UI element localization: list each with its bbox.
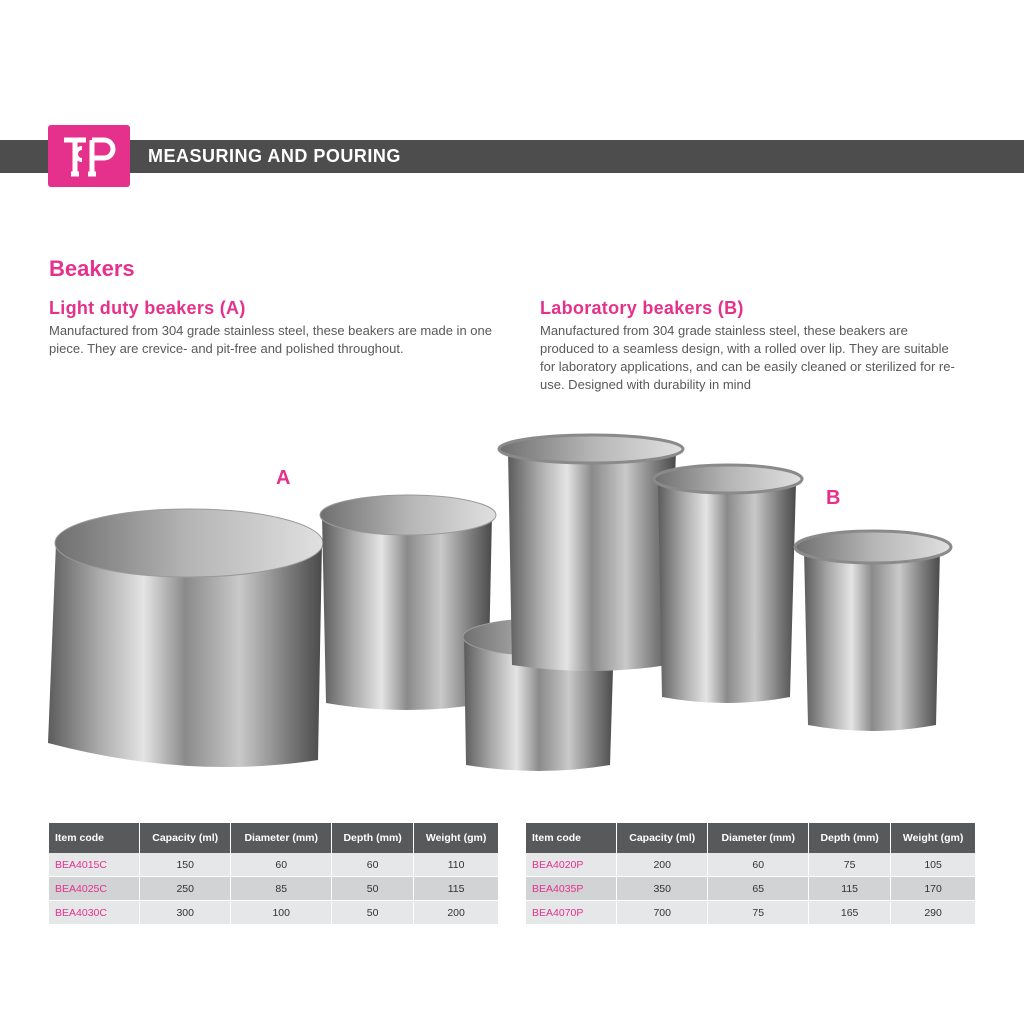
item-code: BEA4015C — [49, 853, 140, 877]
diameter-cell: 60 — [231, 853, 332, 877]
section-title: Beakers — [49, 256, 135, 281]
label-b: B — [826, 487, 841, 509]
label-a: A — [276, 467, 291, 489]
weight-cell: 170 — [891, 877, 976, 901]
depth-cell: 50 — [332, 901, 414, 925]
light-duty-description: Manufactured from 304 grade stainless steel, these beakers are made in one piece. They are crevice- and pit-free and polished throughout. — [49, 323, 492, 356]
col-weight: Weight (gm) — [414, 823, 499, 853]
weight-cell: 200 — [414, 901, 499, 925]
weight-cell: 110 — [414, 853, 499, 877]
laboratory-description: Manufactured from 304 grade stainless steel, these beakers are produced to a seamless design, with a rolled over lip. They are suitable for laboratory applications, and can be easily cleaned or sterilized for re-use. Designed with durability in mind — [540, 323, 955, 392]
col-item-code: Item code — [49, 823, 140, 853]
weight-cell: 105 — [891, 853, 976, 877]
beaker-b-small — [795, 531, 951, 731]
col-diameter: Diameter (mm) — [231, 823, 332, 853]
item-code: BEA4025C — [49, 877, 140, 901]
capacity-cell: 300 — [140, 901, 231, 925]
light-duty-title: Light duty beakers (A) — [49, 298, 246, 318]
depth-cell: 115 — [809, 877, 891, 901]
capacity-cell: 150 — [140, 853, 231, 877]
capacity-cell: 200 — [617, 853, 708, 877]
table-row — [526, 853, 976, 877]
table-row — [49, 853, 499, 877]
col-depth: Depth (mm) — [332, 823, 414, 853]
item-code: BEA4035P — [526, 877, 617, 901]
depth-cell: 75 — [809, 853, 891, 877]
capacity-cell: 250 — [140, 877, 231, 901]
depth-cell: 60 — [332, 853, 414, 877]
item-code: BEA4030C — [49, 901, 140, 925]
depth-cell: 50 — [332, 877, 414, 901]
header-title: MEASURING AND POURING — [148, 146, 401, 166]
col-capacity: Capacity (ml) — [140, 823, 231, 853]
table-row — [526, 901, 976, 925]
col-diameter: Diameter (mm) — [708, 823, 809, 853]
weight-cell: 115 — [414, 877, 499, 901]
diameter-cell: 85 — [231, 877, 332, 901]
table-row — [526, 877, 976, 901]
beaker-a-large — [48, 509, 323, 767]
capacity-cell: 700 — [617, 901, 708, 925]
item-code: BEA4070P — [526, 901, 617, 925]
spec-table-b — [526, 823, 976, 925]
capacity-cell: 350 — [617, 877, 708, 901]
table-row — [49, 877, 499, 901]
col-weight: Weight (gm) — [891, 823, 976, 853]
tp-logo-icon — [48, 125, 130, 187]
col-capacity: Capacity (ml) — [617, 823, 708, 853]
item-code: BEA4020P — [526, 853, 617, 877]
diameter-cell: 75 — [708, 901, 809, 925]
diameter-cell: 60 — [708, 853, 809, 877]
table-a-container — [49, 823, 499, 919]
depth-cell: 165 — [809, 901, 891, 925]
weight-cell: 290 — [891, 901, 976, 925]
table-b-container — [526, 823, 976, 919]
table-row — [49, 901, 499, 925]
spec-table-a — [49, 823, 499, 925]
diameter-cell: 65 — [708, 877, 809, 901]
beakers-photo — [40, 425, 970, 785]
beaker-b-medium — [654, 465, 802, 703]
beaker-b-tall — [499, 435, 683, 671]
col-depth: Depth (mm) — [809, 823, 891, 853]
diameter-cell: 100 — [231, 901, 332, 925]
col-item-code: Item code — [526, 823, 617, 853]
laboratory-title: Laboratory beakers (B) — [540, 298, 744, 318]
